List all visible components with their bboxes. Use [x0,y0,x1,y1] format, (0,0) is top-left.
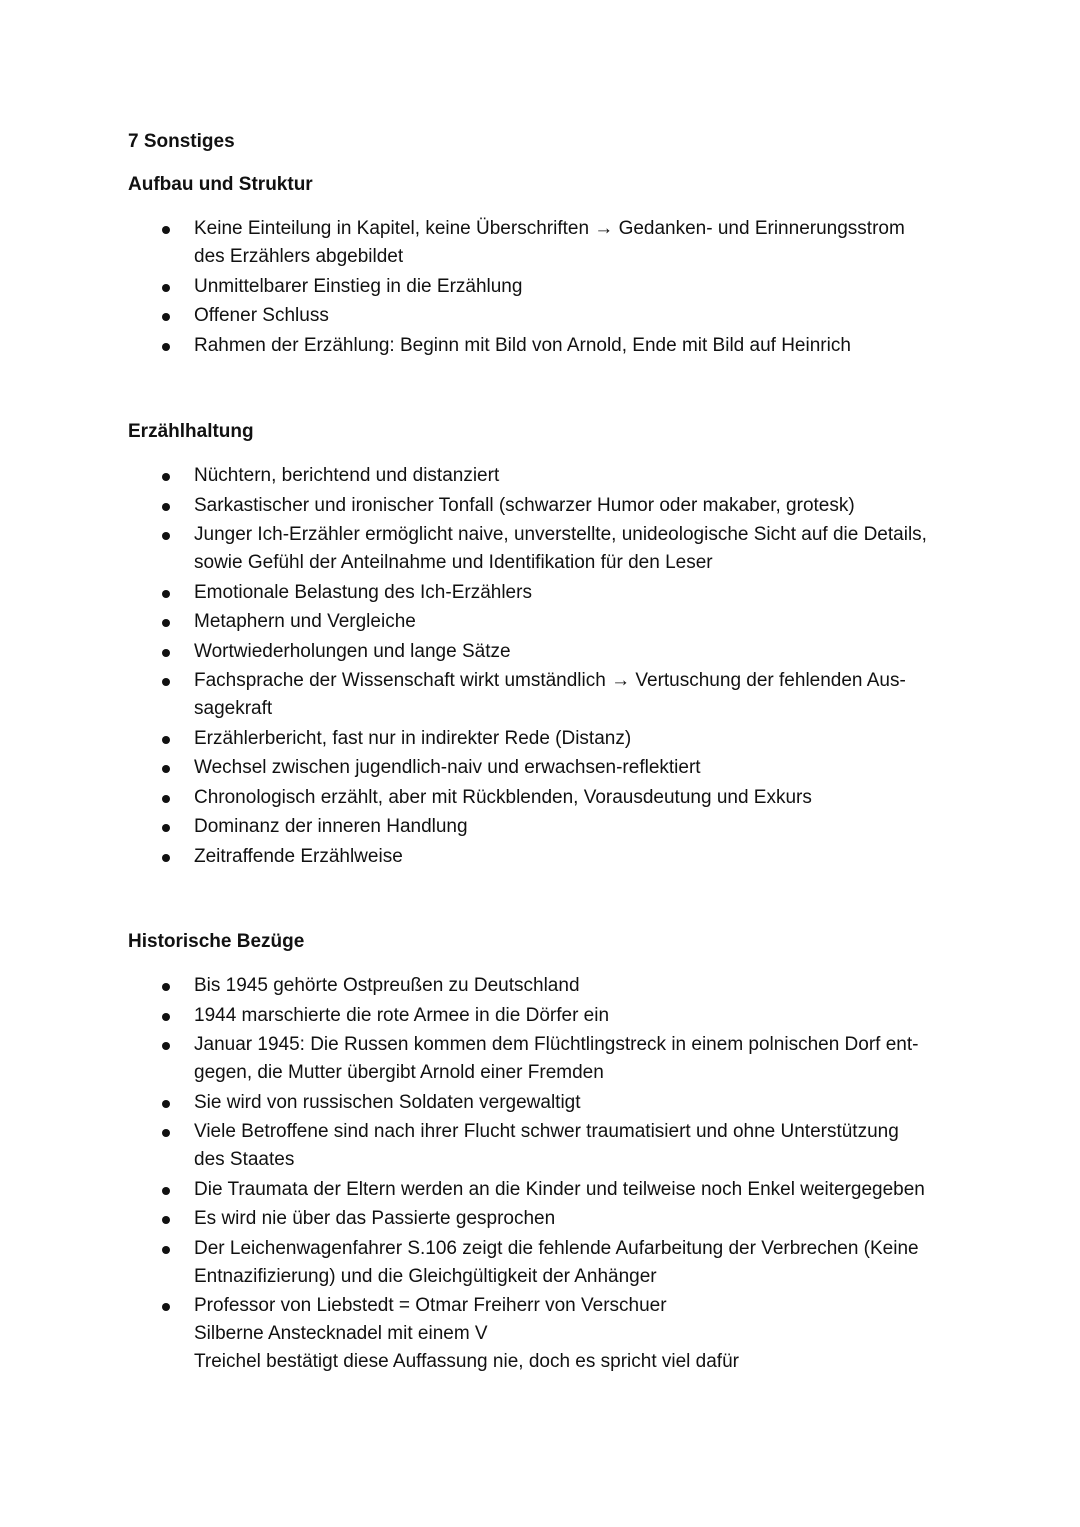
bullet-icon [162,1129,170,1137]
bullet-icon [162,678,170,686]
bullet-list-erzaehlhaltung [0,462,1080,872]
list-item [0,579,1080,607]
list-item [0,784,1080,812]
list-item-text: Zeitraffende Erzählweise [194,845,403,867]
list-item [0,1176,1080,1204]
list-item-text: Offener Schluss [194,305,329,326]
list-item [0,492,1080,520]
bullet-icon [162,1187,170,1195]
bullet-icon [162,1246,170,1254]
bullet-icon [162,1303,170,1311]
list-item-text: Es wird nie über das Passierte gesprochen [194,1208,556,1229]
list-item [0,302,1080,330]
list-item-text: Metaphern und Vergleiche [194,611,416,632]
list-item-text: 1944 marschierte die rote Armee in die Dörfer ein [194,1004,610,1026]
list-item [0,725,1080,753]
list-item-text: Fachsprache der Wissenschaft wirkt umständlich → Vertuschung der fehlenden Aus- sagekraft [194,670,906,719]
bullet-icon [162,619,170,627]
list-item [0,813,1080,841]
bullet-icon [162,765,170,773]
list-item [0,1031,1080,1087]
list-item [0,754,1080,782]
list-item [0,462,1080,490]
list-item [0,843,1080,871]
list-item [0,521,1080,577]
bullet-icon [162,473,170,481]
bullet-icon [162,983,170,991]
list-item-text: Keine Einteilung in Kapitel, keine Überschriften → Gedanken- und Erinnerungsstrom des Erzählers abgebildet [194,218,905,267]
list-item-text: Emotionale Belastung des Ich-Erzählers [194,581,532,603]
bullet-icon [162,1216,170,1224]
section-heading-erzaehlhaltung: Erzählhaltung [128,421,254,442]
list-item-text: Junger Ich-Erzähler ermöglicht naive, unverstellte, unideologische Sicht auf die Details, sowie Gefühl der Anteilnahme und Identifikation für den Leser [194,524,927,573]
list-item-text: Der Leichenwagenfahrer S.106 zeigt die fehlende Aufarbeitung der Verbrechen (Keine Entnazifizierung) und die Gleichgültigkeit der Anhänger [194,1237,919,1287]
list-item-text: Bis 1945 gehörte Ostpreußen zu Deutschland [194,975,580,996]
list-item [0,1089,1080,1117]
bullet-list-historische-bezuege [0,972,1080,1378]
bullet-icon [162,503,170,511]
list-item [0,1205,1080,1233]
list-item-text: Die Traumata der Eltern werden an die Kinder und teilweise noch Enkel weitergegeben [194,1178,925,1200]
list-item-text: Rahmen der Erzählung: Beginn mit Bild von Arnold, Ende mit Bild auf Heinrich [194,334,851,356]
bullet-icon [162,532,170,540]
bullet-list-aufbau [0,215,1080,361]
list-item-text: Sarkastischer und ironischer Tonfall (schwarzer Humor oder makaber, grotesk) [194,494,855,516]
list-item-text: Professor von Liebstedt = Otmar Freiherr von Verschuer Silberne Anstecknadel mit einem V Treichel bestätigt diese Auffassung nie, doch es spricht viel dafür [194,1295,739,1372]
bullet-icon [162,649,170,657]
bullet-icon [162,795,170,803]
list-item [0,608,1080,636]
section-heading-sonstiges: 7 Sonstiges [128,131,235,152]
list-item [0,638,1080,666]
bullet-icon [162,824,170,832]
list-item-text: Sie wird von russischen Soldaten vergewaltigt [194,1091,581,1113]
list-item [0,273,1080,301]
list-item [0,1292,1080,1376]
list-item-text: Nüchtern, berichtend und distanziert [194,465,500,486]
list-item-text: Unmittelbarer Einstieg in die Erzählung [194,275,523,297]
list-item-text: Wechsel zwischen jugendlich-naiv und erwachsen-reflektiert [194,757,701,778]
list-item [0,667,1080,723]
bullet-icon [162,284,170,292]
list-item [0,1118,1080,1174]
bullet-icon [162,313,170,321]
list-item [0,332,1080,360]
list-item [0,215,1080,271]
bullet-icon [162,1042,170,1050]
list-item-text: Viele Betroffene sind nach ihrer Flucht schwer traumatisiert und ohne Unterstützung des Staates [194,1121,899,1170]
list-item [0,972,1080,1000]
bullet-icon [162,736,170,744]
section-heading-historische-bezuege: Historische Bezüge [128,931,305,952]
list-item-text: Wortwiederholungen und lange Sätze [194,640,511,662]
list-item-text: Erzählerbericht, fast nur in indirekter Rede (Distanz) [194,727,632,749]
section-heading-aufbau: Aufbau und Struktur [128,174,313,195]
bullet-icon [162,1100,170,1108]
bullet-icon [162,226,170,234]
list-item-text: Dominanz der inneren Handlung [194,816,468,837]
list-item-text: Chronologisch erzählt, aber mit Rückblenden, Vorausdeutung und Exkurs [194,786,812,808]
list-item [0,1235,1080,1291]
list-item-text: Januar 1945: Die Russen kommen dem Flüchtlingstreck in einem polnischen Dorf ent- gegen, die Mutter übergibt Arnold einer Fremden [194,1034,919,1083]
list-item [0,1002,1080,1030]
bullet-icon [162,1013,170,1021]
bullet-icon [162,590,170,598]
bullet-icon [162,854,170,862]
bullet-icon [162,343,170,351]
